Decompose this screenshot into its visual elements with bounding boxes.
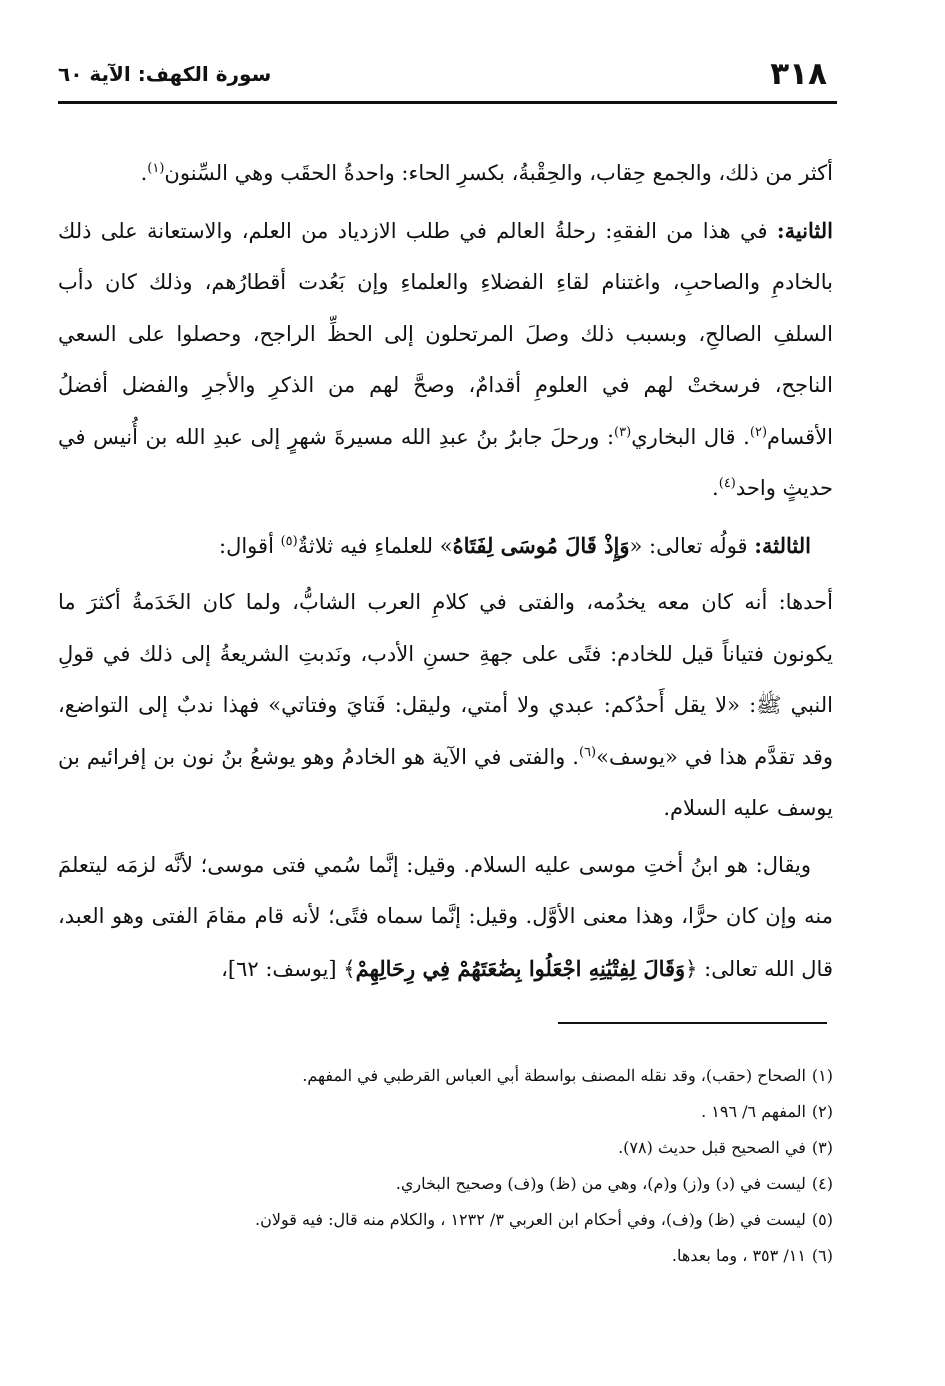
quran-quote: وَقَالَ لِفِتْيَٰنِهِ اجْعَلُوا بِضَٰعَتَهُمْ فِي رِحَالِهِمْ	[355, 955, 686, 981]
footnote-number: (٢)	[811, 1102, 833, 1121]
paragraph-text: . والفتى في الآية هو الخادمُ وهو يوشعُ بنُ نون بن إفرائيم بن يوسف عليه السلام.	[58, 744, 833, 820]
footnote-ref-5: (٥)	[280, 533, 298, 549]
paragraph-text: » للعلماءِ فيه ثلاثةٌ	[297, 533, 453, 558]
paragraph-end: .	[712, 476, 719, 500]
footnote-ref-6: (٦)	[578, 744, 597, 760]
footnote-3	[58, 1130, 833, 1166]
paragraph-text: . قال البخاري	[631, 424, 750, 449]
footnote-4	[58, 1166, 833, 1202]
footnote-number: (٦)	[811, 1246, 833, 1265]
footnote-text: ليست في (د) و(ز) و(م)، وهي من (ظ) و(ف) وصحيح البخاري.	[395, 1174, 806, 1193]
footnote-ref-3: (٣)	[614, 424, 632, 440]
footnote-2	[58, 1094, 833, 1130]
footnote-number: (٣)	[811, 1138, 833, 1157]
paragraph-text: أقوال:	[219, 533, 281, 558]
footnote-5	[58, 1202, 833, 1238]
surah-title: سورة الكهف: الآية ٦٠	[58, 62, 272, 86]
footnote-separator	[558, 1022, 827, 1024]
paragraph-text: ﴾ [يوسف: ٦٢]،	[221, 956, 356, 981]
paragraph-text: ويقال: هو ابنُ أختِ موسى عليه السلام. وقيل: إنَّما سُمي فتى موسى؛ لأنَّه لزمَه ليتعلمَ منه وإن كان حرًّا، وهذا معنى الأوَّل. وقيل: إنَّما سماه فتًى؛ لأنه قام مقامَ الفتى وهو العبد، قال الله تعالى: ﴿	[58, 852, 833, 981]
footnote-text: ١١/ ٣٥٣ ، وما بعدها.	[671, 1246, 806, 1265]
footnote-text: في الصحيح قبل حديث (٧٨).	[618, 1138, 806, 1157]
paragraph-text: أحدها: أنه كان معه يخدُمه، والفتى في كلامِ العرب الشابُّ، ولما كان الخَدَمةُ أكثرَ ما يكونون فتياناً قيل للخادم: فتًى على جهةِ حسنِ الأدب، ونَدبتِ الشريعةُ إلى ذلك في قولِ النبي ﷺ: «لا يقل أَحدُكم: عبدي ولا أمتي، وليقل: فَتايَ وفتاتي» فهذا ندبٌ إلى التواضع، وقد تقدَّم هذا في «يوسف»	[58, 590, 834, 769]
page-number: ٣١٨	[770, 56, 827, 92]
footnote-1	[58, 1058, 833, 1094]
paragraph-text: في هذا من الفقهِ: رحلةُ العالم في طلب الازدياد من العلم، والاستعانة على ذلك بالخادمِ والصاحبِ، واغتنام لقاءِ الفضلاءِ والعلماءِ وإن بَعُدت أقطارُهم، وذلك كان دأب السلفِ الصالحِ، وبسبب ذلك وصلَ المرتحلون إلى الحظِّ الراجح، وحصلوا على السعي الناجح، فرسختْ لهم في العلومِ أقدامٌ، وصحَّ لهم من الذكرِ والأجرِ والفضل أفضلُ الأقسام	[58, 218, 833, 449]
footnotes	[58, 1058, 833, 1274]
paragraph-text: أكثر من ذلك، والجمع حِقاب، والحِقْبةُ، بكسرِ الحاء: واحدةُ الحقَب وهي السِّنون	[164, 161, 833, 185]
footnote-text: الصحاح (حقب)، وقد نقله المصنف بواسطة أبي العباس القرطبي في المفهم.	[302, 1066, 806, 1085]
paragraph-text: : ورحلَ جابرُ بنُ عبدِ الله مسيرةَ شهرٍ إلى عبدِ الله بن أُنيس في حديثٍ واحد	[58, 424, 833, 500]
footnote-6	[58, 1238, 833, 1274]
footnote-ref-4: (٤)	[718, 476, 736, 491]
footnote-number: (٥)	[811, 1210, 833, 1229]
footnote-ref-1: (١)	[147, 161, 165, 176]
section-lead-third: الثالثة:	[754, 532, 811, 558]
paragraph-end: .	[140, 161, 148, 185]
quran-quote: وَإِذْ قَالَ مُوسَى لِفَتَاهُ	[452, 532, 630, 558]
footnote-number: (١)	[811, 1066, 833, 1085]
paragraph-text: قولُه تعالى: «	[629, 533, 755, 558]
footnote-number: (٤)	[811, 1174, 833, 1193]
section-lead-second: الثانية:	[776, 217, 833, 243]
footnote-text: ليست في (ظ) و(ف)، وفي أحكام ابن العربي ٣/ ١٢٣٢ ، والكلام منه قال: فيه قولان.	[254, 1210, 806, 1229]
footnote-ref-2: (٢)	[749, 424, 768, 440]
footnote-text: المفهم ٦/ ١٩٦ .	[701, 1102, 806, 1121]
